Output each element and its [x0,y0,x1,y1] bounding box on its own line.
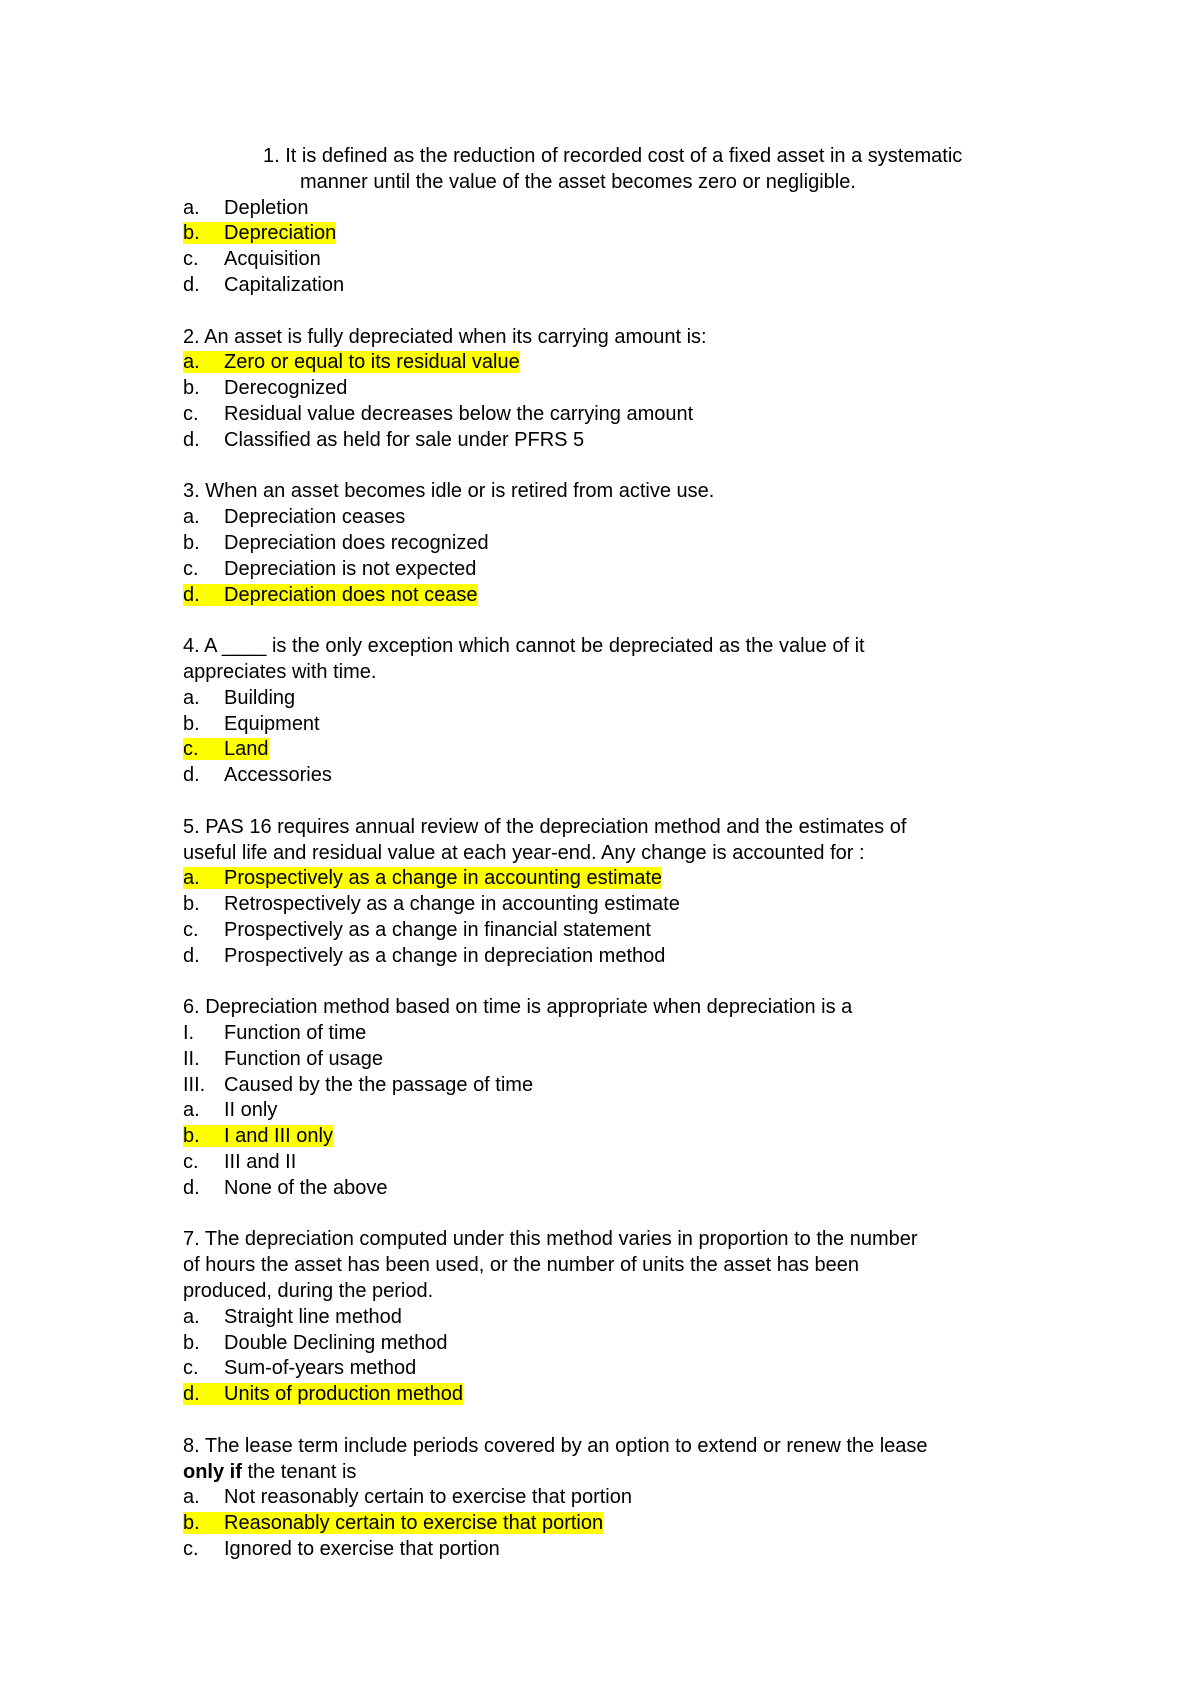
question-8 [183,1434,1063,1563]
choice-d: d. Depreciation does not cease [183,583,478,606]
question-stem-line: manner until the value of the asset becomes zero or negligible. [300,170,856,193]
correct-answer: Reasonably certain to exercise that portion [224,1512,604,1535]
choice-d: d. Classified as held for sale under PFRS 5 [183,428,585,451]
choice-d: d. Capitalization [183,273,345,296]
choice-b: b. Derecognized [183,377,348,400]
question-4 [183,634,1063,789]
correct-answer: Units of production method [224,1383,464,1406]
choice-d: d. None of the above [183,1176,388,1199]
question-5 [183,815,1063,970]
choice-a: a. Prospectively as a change in accounting estimate [183,867,663,890]
correct-answer: Prospectively as a change in accounting estimate [224,867,663,890]
choice-c: c. Ignored to exercise that portion [183,1538,500,1561]
choice-c: c. Acquisition [183,248,321,271]
question-stem-line: appreciates with time. [183,660,377,683]
statement-iii: III. Caused by the the passage of time [183,1073,534,1096]
question-stem-line: 5. PAS 16 requires annual review of the depreciation method and the estimates of [183,815,907,838]
correct-answer: Zero or equal to its residual value [224,351,520,374]
choice-a: a. Zero or equal to its residual value [183,351,520,374]
question-6 [183,995,1063,1201]
choice-a: a. Depreciation ceases [183,506,406,529]
choice-d: d. Accessories [183,764,332,787]
statement-ii: II. Function of usage [183,1047,383,1070]
question-stem-line: useful life and residual value at each year-end. Any change is accounted for : [183,841,865,864]
choice-c: c. Land [183,738,269,761]
choice-b: b. Depreciation does recognized [183,531,489,554]
choice-a: a. Building [183,686,296,709]
choice-a: a. Depletion [183,196,309,219]
question-7 [183,1227,1063,1408]
question-stem-line: 1. It is defined as the reduction of recorded cost of a fixed asset in a systematic [263,145,963,167]
question-stem-line: produced, during the period. [183,1280,434,1303]
question-stem: 6. Depreciation method based on time is appropriate when depreciation is a [183,996,853,1019]
correct-answer: Land [224,738,269,761]
choice-d: d. Units of production method [183,1383,464,1406]
choice-a: a. Not reasonably certain to exercise that portion [183,1486,632,1509]
bold-emphasis: only if [183,1460,242,1483]
question-stem-line: 8. The lease term include periods covered by an option to extend or renew the lease [183,1434,928,1457]
question-stem: 2. An asset is fully depreciated when its carrying amount is: [183,325,707,348]
question-stem-line: of hours the asset has been used, or the number of units the asset has been [183,1254,859,1277]
question-2 [183,325,1063,454]
question-stem [183,144,1063,196]
choice-c: c. III and II [183,1151,297,1174]
choice-c: c. Depreciation is not expected [183,557,477,580]
question-stem-line: 4. A ____ is the only exception which cannot be depreciated as the value of it [183,635,865,658]
choice-b: b. Reasonably certain to exercise that portion [183,1512,604,1535]
choice-a: a. II only [183,1099,278,1122]
statement-i: I. Function of time [183,1022,367,1045]
choice-d: d. Prospectively as a change in depreciation method [183,944,666,967]
choice-b: b. Depreciation [183,222,337,245]
question-stem-line: 7. The depreciation computed under this method varies in proportion to the number [183,1228,918,1251]
choice-c: c. Residual value decreases below the carrying amount [183,402,694,425]
choice-c: c. Prospectively as a change in financial statement [183,918,651,941]
choice-b: b. Double Declining method [183,1331,448,1354]
question-3 [183,479,1063,608]
correct-answer: Depreciation does not cease [224,583,478,606]
choice-b: b. Retrospectively as a change in accounting estimate [183,893,680,916]
question-stem: 3. When an asset becomes idle or is retired from active use. [183,480,715,503]
choice-b: b. Equipment [183,712,320,735]
quiz-document [183,144,1063,1589]
correct-answer: I and III only [224,1125,333,1148]
choice-a: a. Straight line method [183,1305,402,1328]
question-1 [183,144,1063,299]
choice-c: c. Sum-of-years method [183,1357,417,1380]
question-stem-line: only if the tenant is [183,1460,357,1483]
choice-b: b. I and III only [183,1125,333,1148]
correct-answer: Depreciation [224,222,337,245]
